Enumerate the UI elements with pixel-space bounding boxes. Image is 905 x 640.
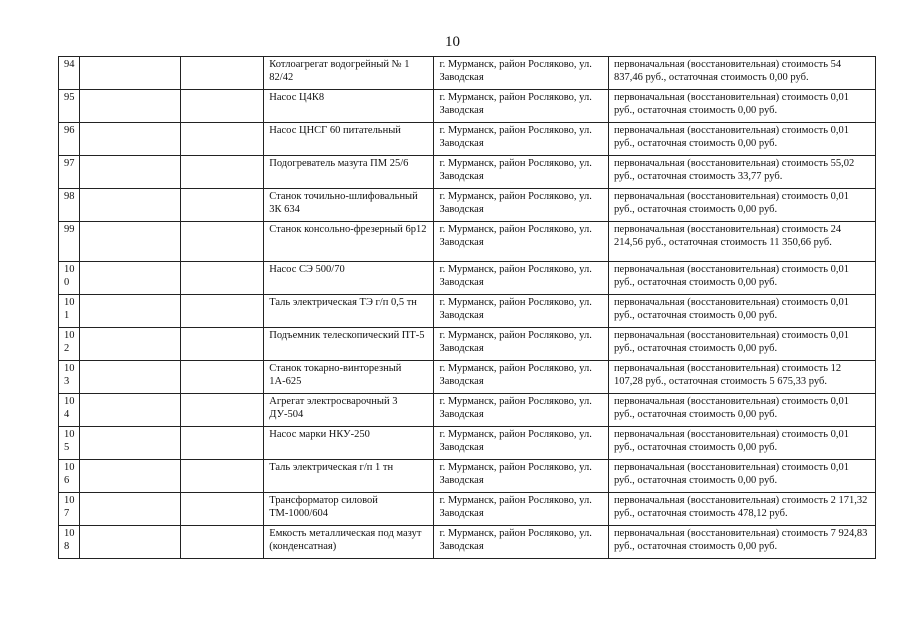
empty-cell (80, 123, 181, 156)
empty-cell (80, 156, 181, 189)
item-name: Станок токарно-винторезный 1А-625 (264, 361, 434, 394)
item-cost: первоначальная (восстановительная) стоимость 0,01 руб., остаточная стоимость 0,00 руб. (608, 427, 875, 460)
item-cost: первоначальная (восстановительная) стоимость 55,02 руб., остаточная стоимость 33,77 руб. (608, 156, 875, 189)
empty-cell (181, 394, 264, 427)
empty-cell (181, 328, 264, 361)
item-name: Станок консольно-фрезерный 6р12 (264, 222, 434, 262)
item-name: Агрегат электросварочный 3 ДУ-504 (264, 394, 434, 427)
table-row (59, 156, 876, 189)
item-cost: первоначальная (восстановительная) стоимость 0,01 руб., остаточная стоимость 0,00 руб. (608, 460, 875, 493)
table-row (59, 427, 876, 460)
item-cost: первоначальная (восстановительная) стоимость 0,01 руб., остаточная стоимость 0,00 руб. (608, 123, 875, 156)
table-row (59, 526, 876, 559)
row-number: 108 (59, 526, 80, 559)
empty-cell (80, 90, 181, 123)
property-table (58, 56, 876, 559)
page-number: 10 (445, 34, 460, 50)
empty-cell (181, 295, 264, 328)
item-cost: первоначальная (восстановительная) стоимость 0,01 руб., остаточная стоимость 0,00 руб. (608, 394, 875, 427)
empty-cell (181, 57, 264, 90)
empty-cell (80, 460, 181, 493)
table-row (59, 460, 876, 493)
empty-cell (80, 394, 181, 427)
item-address: г. Мурманск, район Росляково, ул. Заводская (434, 526, 608, 559)
item-address: г. Мурманск, район Росляково, ул. Заводская (434, 328, 608, 361)
empty-cell (181, 493, 264, 526)
item-cost: первоначальная (восстановительная) стоимость 0,01 руб., остаточная стоимость 0,00 руб. (608, 328, 875, 361)
item-address: г. Мурманск, район Росляково, ул. Заводская (434, 262, 608, 295)
item-name: Насос Ц4К8 (264, 90, 434, 123)
table-row (59, 361, 876, 394)
empty-cell (80, 493, 181, 526)
empty-cell (80, 295, 181, 328)
table-row (59, 123, 876, 156)
item-name: Станок точильно-шлифовальный 3К 634 (264, 189, 434, 222)
empty-cell (181, 361, 264, 394)
empty-cell (80, 222, 181, 262)
item-cost: первоначальная (восстановительная) стоимость 2 171,32 руб., остаточная стоимость 478,12 руб. (608, 493, 875, 526)
item-cost: первоначальная (восстановительная) стоимость 0,01 руб., остаточная стоимость 0,00 руб. (608, 262, 875, 295)
empty-cell (80, 189, 181, 222)
item-name: Трансформатор силовой ТМ-1000/604 (264, 493, 434, 526)
row-number: 100 (59, 262, 80, 295)
table-row (59, 90, 876, 123)
empty-cell (80, 427, 181, 460)
item-name: Насос марки НКУ-250 (264, 427, 434, 460)
row-number: 98 (59, 189, 80, 222)
item-name: Емкость металлическая под мазут (конденсатная) (264, 526, 434, 559)
row-number: 107 (59, 493, 80, 526)
row-number: 96 (59, 123, 80, 156)
item-name: Подогреватель мазута ПМ 25/6 (264, 156, 434, 189)
item-name: Котлоагрегат водогрейный № 1 82/42 (264, 57, 434, 90)
table-row (59, 57, 876, 90)
row-number: 101 (59, 295, 80, 328)
item-address: г. Мурманск, район Росляково, ул. Заводская (434, 295, 608, 328)
item-address: г. Мурманск, район Росляково, ул. Заводская (434, 222, 608, 262)
item-cost: первоначальная (восстановительная) стоимость 0,01 руб., остаточная стоимость 0,00 руб. (608, 295, 875, 328)
empty-cell (80, 57, 181, 90)
item-address: г. Мурманск, район Росляково, ул. Заводская (434, 57, 608, 90)
item-address: г. Мурманск, район Росляково, ул. Заводская (434, 156, 608, 189)
row-number: 95 (59, 90, 80, 123)
item-address: г. Мурманск, район Росляково, ул. Заводская (434, 460, 608, 493)
item-cost: первоначальная (восстановительная) стоимость 7 924,83 руб., остаточная стоимость 0,00 руб. (608, 526, 875, 559)
item-name: Таль электрическая г/п 1 тн (264, 460, 434, 493)
table-row (59, 394, 876, 427)
item-name: Таль электрическая ТЭ г/п 0,5 тн (264, 295, 434, 328)
item-address: г. Мурманск, район Росляково, ул. Заводская (434, 361, 608, 394)
item-address: г. Мурманск, район Росляково, ул. Заводская (434, 123, 608, 156)
empty-cell (181, 222, 264, 262)
empty-cell (80, 526, 181, 559)
item-address: г. Мурманск, район Росляково, ул. Заводская (434, 394, 608, 427)
empty-cell (80, 361, 181, 394)
row-number: 103 (59, 361, 80, 394)
empty-cell (181, 526, 264, 559)
empty-cell (181, 262, 264, 295)
row-number: 102 (59, 328, 80, 361)
item-name: Насос ЦНСГ 60 питательный (264, 123, 434, 156)
item-address: г. Мурманск, район Росляково, ул. Заводская (434, 189, 608, 222)
empty-cell (80, 262, 181, 295)
item-cost: первоначальная (восстановительная) стоимость 54 837,46 руб., остаточная стоимость 0,00 руб. (608, 57, 875, 90)
item-address: г. Мурманск, район Росляково, ул. Заводская (434, 493, 608, 526)
table-row (59, 222, 876, 262)
empty-cell (181, 427, 264, 460)
item-cost: первоначальная (восстановительная) стоимость 0,01 руб., остаточная стоимость 0,00 руб. (608, 189, 875, 222)
row-number: 104 (59, 394, 80, 427)
item-cost: первоначальная (восстановительная) стоимость 0,01 руб., остаточная стоимость 0,00 руб. (608, 90, 875, 123)
table-row (59, 189, 876, 222)
empty-cell (181, 189, 264, 222)
row-number: 97 (59, 156, 80, 189)
item-name: Насос СЭ 500/70 (264, 262, 434, 295)
row-number: 94 (59, 57, 80, 90)
empty-cell (80, 328, 181, 361)
table-row (59, 295, 876, 328)
empty-cell (181, 156, 264, 189)
item-address: г. Мурманск, район Росляково, ул. Заводская (434, 90, 608, 123)
table-row (59, 493, 876, 526)
item-cost: первоначальная (восстановительная) стоимость 12 107,28 руб., остаточная стоимость 5 675,33 руб. (608, 361, 875, 394)
empty-cell (181, 460, 264, 493)
table-row (59, 328, 876, 361)
item-name: Подъемник телескопический ПТ-5 (264, 328, 434, 361)
table-row (59, 262, 876, 295)
empty-cell (181, 123, 264, 156)
item-cost: первоначальная (восстановительная) стоимость 24 214,56 руб., остаточная стоимость 11 350,66 руб. (608, 222, 875, 262)
row-number: 106 (59, 460, 80, 493)
row-number: 105 (59, 427, 80, 460)
row-number: 99 (59, 222, 80, 262)
empty-cell (181, 90, 264, 123)
item-address: г. Мурманск, район Росляково, ул. Заводская (434, 427, 608, 460)
